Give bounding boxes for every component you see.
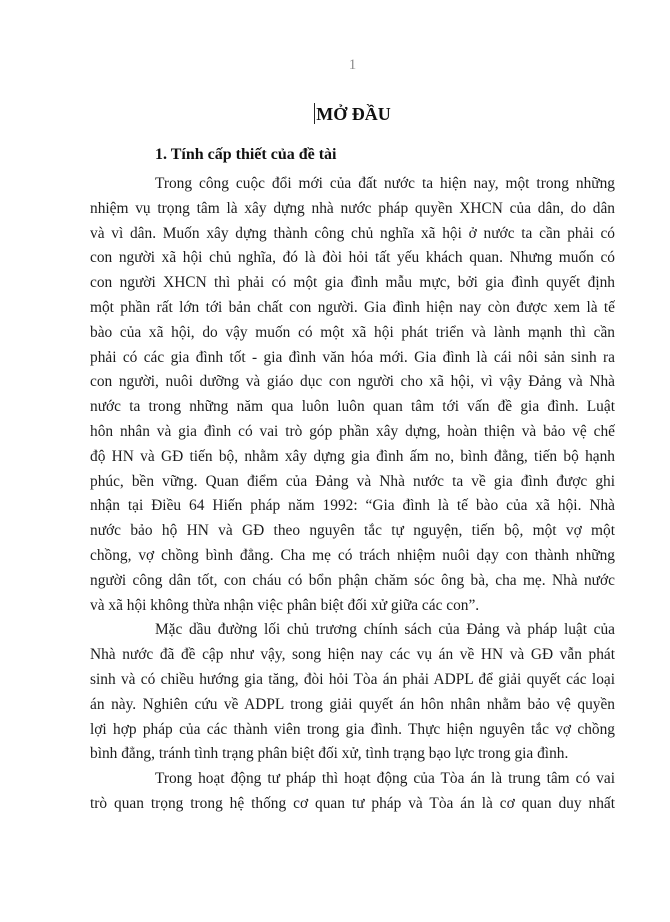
- text-line: con người xã hội chủ nghĩa, đó là đòi hỏi tất yếu khách quan. Nhưng muốn có: [90, 249, 615, 267]
- section-heading: 1. Tính cấp thiết của đề tài: [155, 146, 337, 163]
- text-line: Mặc dầu đường lối chủ trương chính sách của Đảng và pháp luật của: [155, 621, 615, 639]
- text-line: sinh và có chiều hướng gia tăng, đòi hỏi Tòa án phải ADPL để giải quyết các loại: [90, 670, 615, 688]
- text-line: nhiệm vụ trọng tâm là xây dựng nhà nước pháp quyền XHCN của dân, do dân: [90, 199, 615, 217]
- text-line: người công dân tốt, con cháu có bổn phận chăm sóc ông bà, cha mẹ. Nhà nước: [90, 571, 615, 589]
- text-line: con người XHCN thì phải có một gia đình mẫu mực, bởi gia đình quyết định: [90, 274, 615, 292]
- document-title: [90, 103, 615, 125]
- text-line: phúc, bền vững. Quan điểm của Đảng và Nhà nước ta về gia đình được ghi: [90, 472, 615, 490]
- document-body: [90, 172, 615, 817]
- text-line: và vì dân. Muốn xây dựng thành công chủ nghĩa xã hội ở nước ta cần phải có: [90, 224, 615, 242]
- text-line: phải có các gia đình tốt - gia đình văn hóa mới. Gia đình là cái nôi sản sinh ra: [90, 348, 615, 366]
- text-line: nhận tại Điều 64 Hiến pháp năm 1992: “Gia đình là tế bào của xã hội. Nhà: [90, 497, 615, 515]
- text-line: Trong công cuộc đổi mới của đất nước ta hiện nay, một trong những: [155, 175, 615, 192]
- text-line: con người, nuôi dưỡng và giáo dục con người cho xã hội, vì vậy Đảng và Nhà: [90, 373, 615, 391]
- paragraph-2: [90, 618, 615, 767]
- text-line: Trong hoạt động tư pháp thì hoạt động của Tòa án là trung tâm có vai: [155, 770, 615, 788]
- document-title-text: MỞ ĐẦU: [316, 104, 391, 124]
- text-line: bào của xã hội, do vậy muốn có một xã hội phát triển và lành mạnh thì cần: [90, 323, 615, 341]
- text-line: độ HN và GĐ tiến bộ, nhằm xây dựng gia đình ấm no, bình đẳng, tiến bộ hạnh: [90, 447, 615, 465]
- paragraph-1: [90, 172, 615, 618]
- text-line: chồng, vợ chồng bình đẳng. Cha mẹ có trách nhiệm nuôi dạy con thành những: [90, 546, 615, 564]
- page-number: 1: [348, 57, 357, 73]
- text-line: bình đẳng, tránh tình trạng phân biệt đối xử, tình trạng bạo lực trong gia đình.: [90, 745, 569, 763]
- text-line: lợi hợp pháp của các thành viên trong gia đình. Thực hiện nguyên tắc vợ chồng: [90, 720, 615, 738]
- text-line: án này. Nghiên cứu về ADPL trong giải quyết án hôn nhân nhằm bảo vệ quyền: [90, 695, 615, 713]
- text-line: Nhà nước đã đề cập như vậy, song hiện nay các vụ án về HN và GĐ vẫn phát: [90, 646, 615, 664]
- text-line: hôn nhân và gia đình có vai trò góp phần xây dựng, hoàn thiện và bảo vệ chế: [90, 422, 615, 440]
- text-line: một phần rất lớn tới bản chất con người. Gia đình hiện nay còn được xem là tế: [90, 298, 615, 316]
- text-line: nước ta trong những năm qua luôn luôn quan tâm tới vấn đề gia đình. Luật: [90, 398, 615, 416]
- text-line: trò quan trọng trong hệ thống cơ quan tư pháp và Tòa án là cơ quan duy nhất: [90, 794, 615, 812]
- text-line: nước bảo hộ HN và GĐ theo nguyên tắc tự nguyện, tiến bộ, một vợ một: [90, 522, 615, 540]
- text-line: và xã hội không thừa nhận việc phân biệt đối xử giữa các con”.: [90, 596, 480, 614]
- paragraph-3: [90, 767, 615, 817]
